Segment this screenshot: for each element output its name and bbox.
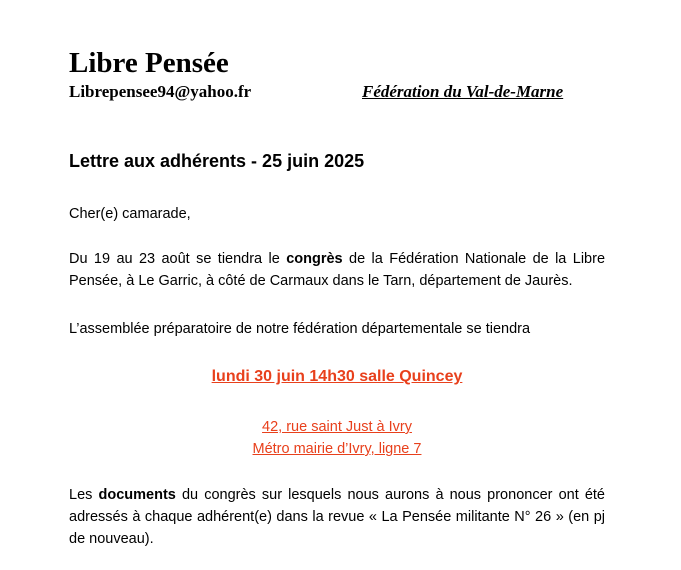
- paragraph-documents: [69, 484, 605, 550]
- meeting-date-location: lundi 30 juin 14h30 salle Quincey: [211, 368, 463, 385]
- meeting-address: 42, rue saint Just à Ivry: [262, 419, 412, 435]
- paragraph-congress: [69, 248, 605, 292]
- documents-keyword: documents: [98, 487, 176, 503]
- paragraph-documents-text-end: du congrès sur lesquels nous aurons à nous prononcer ont été adressés à chaque adhérent(e) dans la revue « La Pensée militante N° 26 » (en pj de nouveau).: [69, 487, 605, 547]
- greeting: Cher(e) camarade,: [69, 206, 191, 222]
- federation-name: Fédération du Val-de-Marne: [362, 82, 564, 101]
- congress-keyword: congrès: [286, 251, 343, 267]
- paragraph-congress-text-start: Du 19 au 23 août se tiendra le: [69, 251, 287, 267]
- paragraph-documents-text-start: Les: [69, 487, 99, 503]
- contact-email: Librepensee94@yahoo.fr: [69, 82, 252, 101]
- paragraph-congress-text-end: de la Fédération Nationale de la Libre Pensée, à Le Garric, à côté de Carmaux dans le Tarn, département de Jaurès.: [69, 251, 606, 289]
- letter-title: Lettre aux adhérents - 25 juin 2025: [69, 151, 365, 171]
- organization-title: Libre Pensée: [69, 47, 229, 79]
- paragraph-assembly: L’assemblée préparatoire de notre fédération départementale se tiendra: [69, 321, 531, 337]
- meeting-metro: Métro mairie d’Ivry, ligne 7: [252, 441, 422, 457]
